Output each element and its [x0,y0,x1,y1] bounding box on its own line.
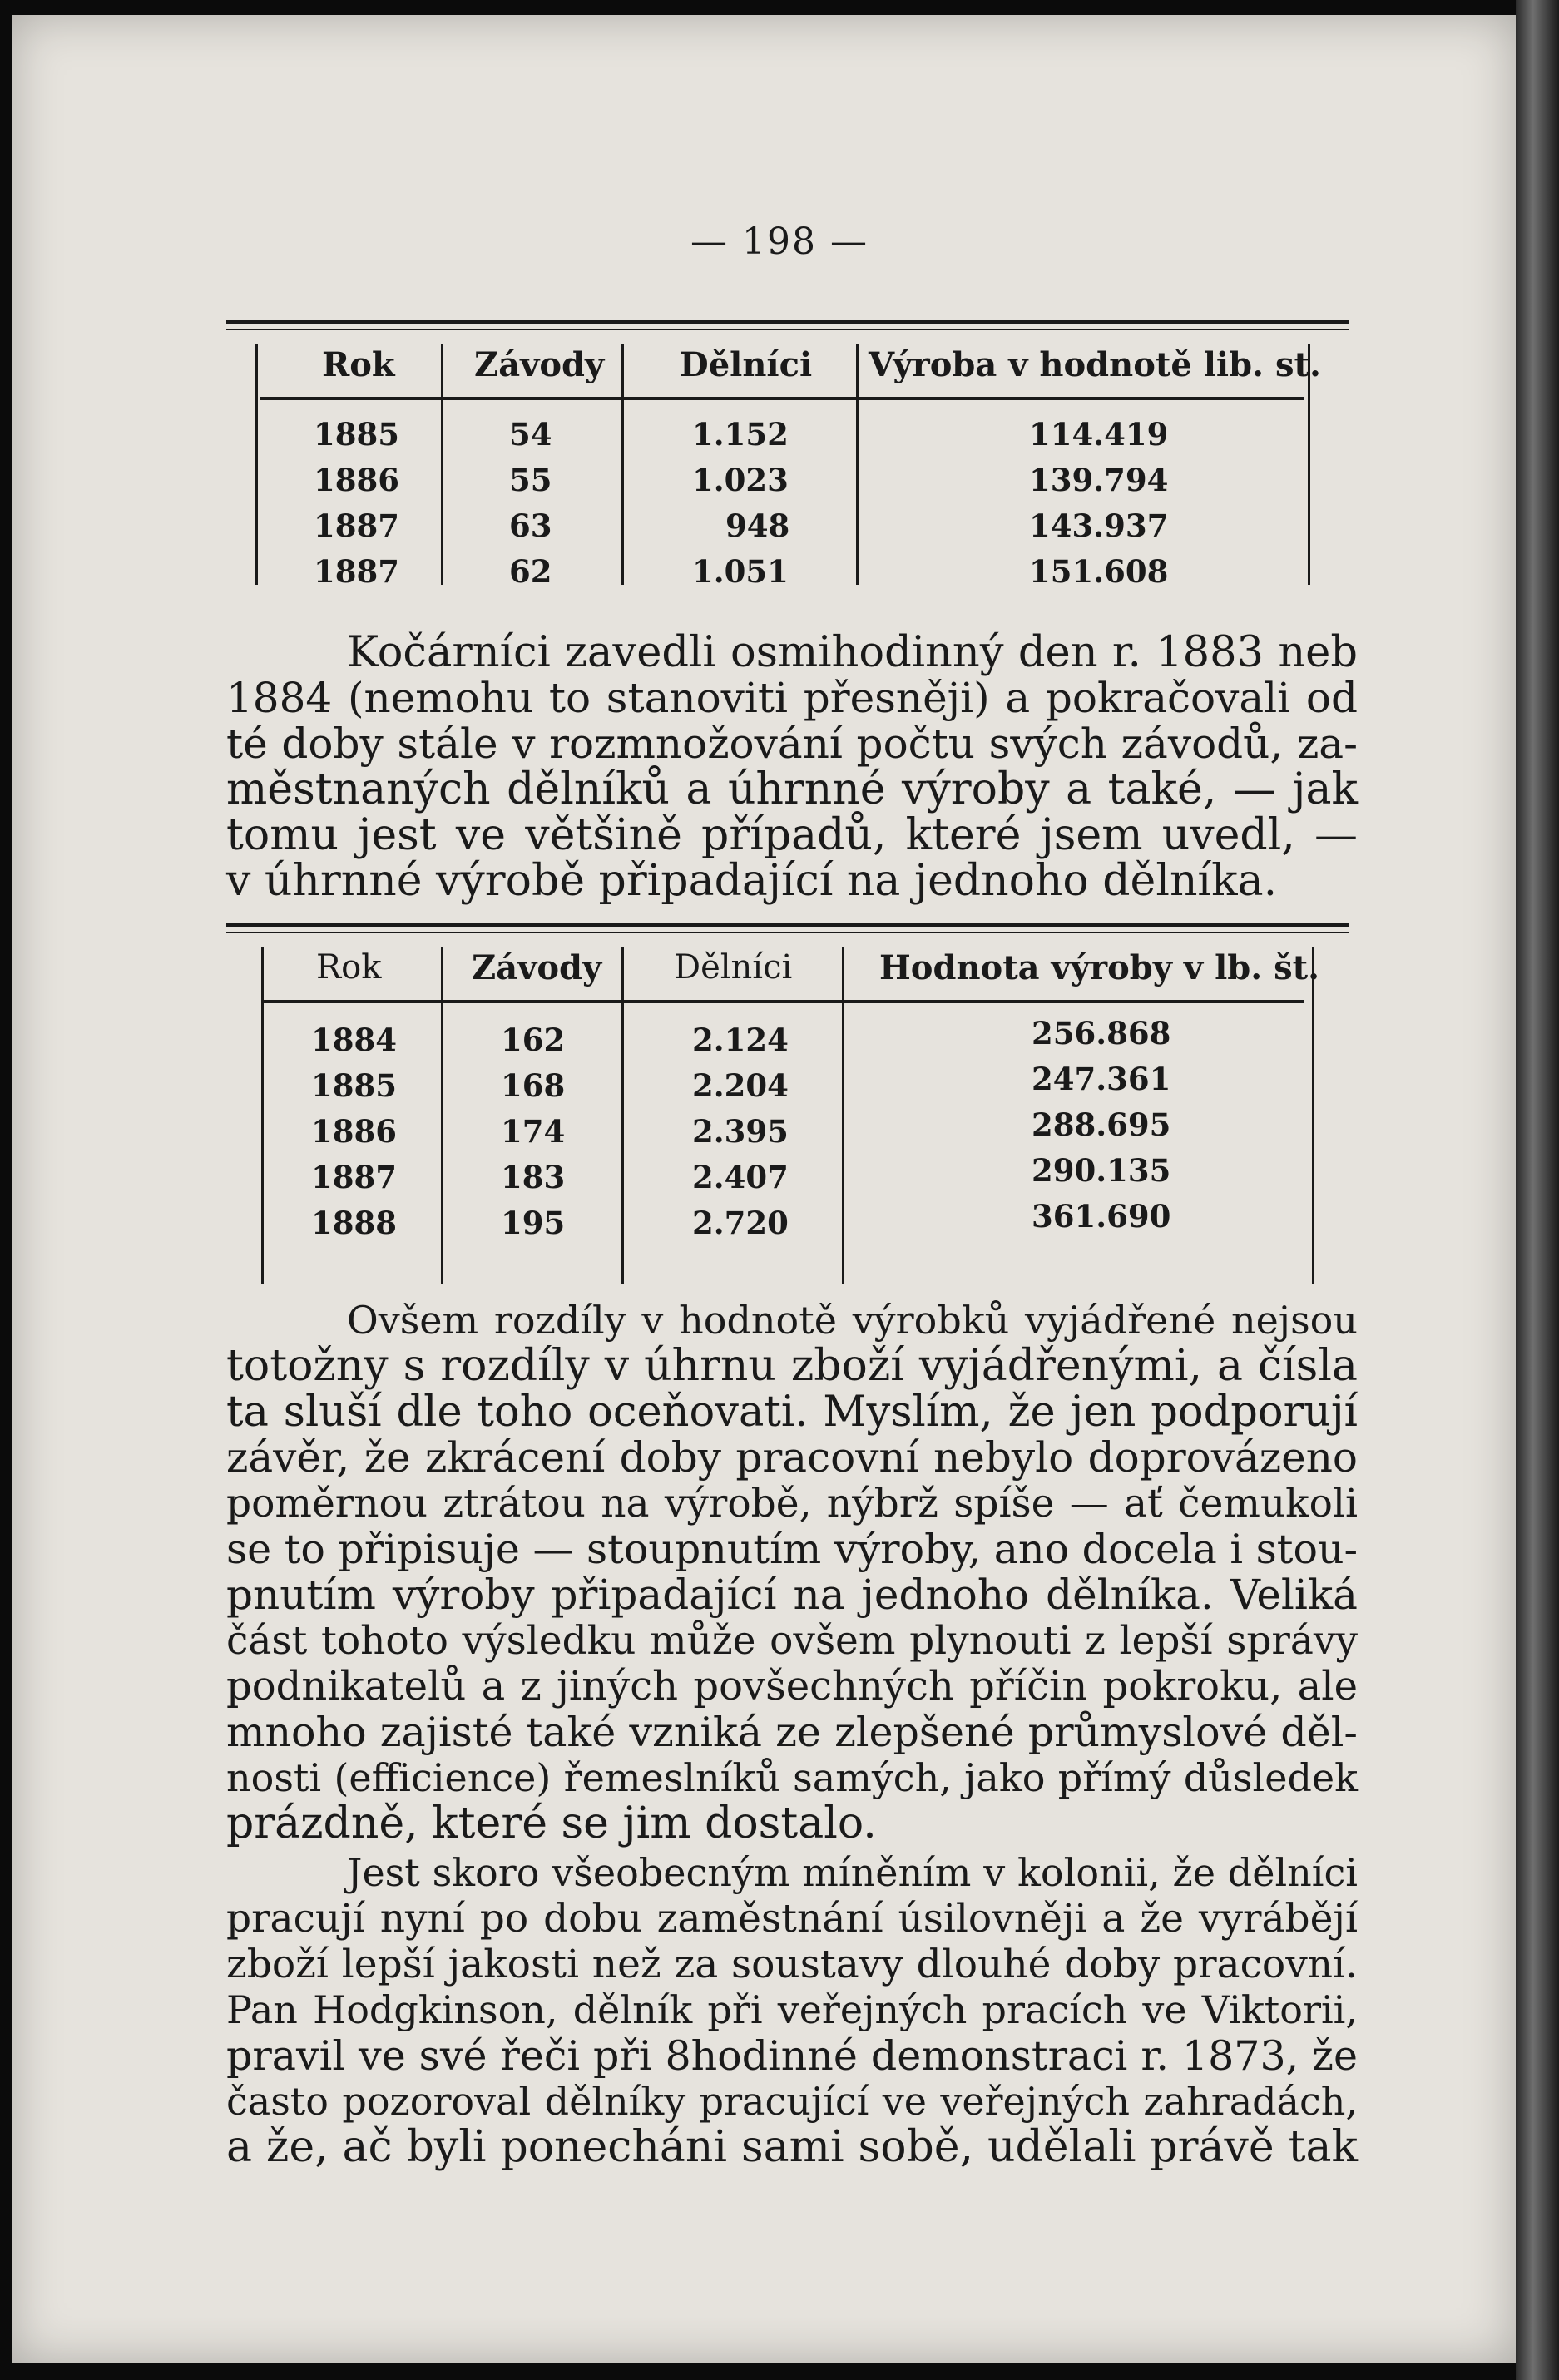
text-line: nosti (efficience) řemeslníků samých, jako přímý důsledek [226,1755,1358,1800]
page-number: — 198 — [690,220,869,263]
text-line: totožny s rozdíly v úhrnu zboží vyjádřenými, a čísla [226,1341,1358,1391]
table-divider [441,947,443,1284]
text-line: tomu jest ve většině případů, které jsem uvedl, — [226,810,1358,860]
text-line: pravil ve své řeči při 8hodinné demonstraci r. 1873, že [226,2032,1358,2080]
cell-rok: 1885 [314,416,399,453]
col-header-rok: Rok [322,345,395,384]
cell-zavody: 54 [509,416,552,453]
cell-delnici: 2.395 [692,1113,789,1150]
table-top-rule-thin [226,932,1349,933]
table-divider [856,344,859,585]
cell-zavody: 174 [501,1113,566,1150]
cell-zavody: 195 [501,1205,566,1241]
text-line: závěr, že zkrácení doby pracovní nebylo doprovázeno [226,1433,1358,1482]
text-line: poměrnou ztrátou na výrobě, nýbrž spíše — ať čemukoli [226,1481,1358,1526]
cell-delnici: 2.124 [692,1022,789,1058]
text-line: Pan Hodgkinson, dělník při veřejných pracích ve Viktorii, [226,1987,1358,2032]
cell-hodnota: 256.868 [1032,1015,1171,1051]
cell-vyroba: 114.419 [1029,416,1169,453]
cell-hodnota: 361.690 [1032,1198,1171,1235]
cell-rok: 1885 [311,1067,397,1104]
table-production-value [226,923,1349,1289]
text-line: se to připisuje — stoupnutím výroby, ano docela i stou- [226,1526,1359,1573]
cell-zavody: 183 [501,1159,566,1195]
text-line: podnikatelů a z jiných povšechných příčin pokroku, ale [226,1663,1358,1710]
cell-rok: 1886 [311,1113,397,1150]
cell-delnici: 1.152 [692,416,789,453]
table-divider [842,947,844,1284]
col-header-hodnota: Hodnota výroby v lb. št. [879,948,1320,987]
cell-zavody: 168 [501,1067,566,1104]
table-border-left [261,947,264,1284]
col-header-rok: Rok [316,948,382,987]
cell-zavody: 55 [509,462,552,498]
cell-rok: 1887 [314,507,399,544]
table-top-rule [226,320,1349,324]
text-line: té doby stále v rozmnožování počtu svých závodů, za- [226,720,1358,768]
text-line: Kočárníci zavedli osmihodinný den r. 1883 neb [347,628,1358,677]
text-line: zboží lepší jakosti než za soustavy dlouhé doby pracovní. [226,1942,1358,1987]
table-production-carriage [226,320,1349,620]
cell-rok: 1884 [311,1022,397,1058]
table-top-rule [226,923,1349,927]
text-line: městnaných dělníků a úhrnné výroby a také, — jak [226,764,1358,814]
text-line: v úhrnné výrobě připadající na jednoho dělníka. [226,856,1278,906]
table-border-left [255,344,258,585]
cell-delnici: 948 [725,507,790,544]
paragraph-1 [226,630,1358,904]
table-divider [621,344,624,585]
col-header-delnici: Dělníci [674,948,793,987]
cell-zavody: 63 [509,507,552,544]
col-header-zavody: Závody [472,948,602,987]
cell-delnici: 1.051 [692,553,789,590]
text-line: pnutím výroby připadající na jednoho dělníka. Veliká [226,1571,1358,1619]
cell-delnici: 1.023 [692,462,789,498]
text-line: pracují nyní po dobu zaměstnání úsilovněji a že vyrábějí [226,1896,1358,1942]
text-line: 1884 (nemohu to stanoviti přesněji) a pokračovali od [226,674,1358,722]
table-divider [621,947,624,1284]
text-line: prázdně, které se jim dostalo. [226,1799,877,1848]
cell-zavody: 62 [509,553,552,590]
cell-rok: 1887 [314,553,399,590]
cell-hodnota: 288.695 [1032,1106,1171,1143]
cell-vyroba: 151.608 [1029,553,1169,590]
cell-delnici: 2.204 [692,1067,789,1104]
table-top-rule-thin [226,329,1349,330]
book-edge [1516,0,1559,2380]
text-line: část tohoto výsledku může ovšem plynouti z lepší správy [226,1618,1358,1664]
table-header-rule [260,397,1304,400]
cell-rok: 1888 [311,1205,397,1241]
cell-vyroba: 139.794 [1029,462,1169,498]
cell-rok: 1887 [311,1159,397,1195]
col-header-zavody: Závody [474,345,605,384]
col-header-delnici: Dělníci [680,345,813,384]
cell-zavody: 162 [501,1022,566,1058]
cell-hodnota: 247.361 [1032,1061,1171,1097]
col-header-vyroba: Výroba v hodnotě lib. st. [869,345,1321,384]
cell-rok: 1886 [314,462,399,498]
text-line: ta sluší dle toho oceňovati. Myslím, že jen podporují [226,1388,1358,1437]
table-divider [441,344,443,585]
text-line: často pozoroval dělníky pracující ve veřejných zahradách, [226,2079,1358,2124]
table-header-rule [264,1000,1304,1003]
cell-delnici: 2.407 [692,1159,789,1195]
text-line: Jest skoro všeobecným míněním v kolonii, že dělníci [347,1850,1358,1895]
text-line: Ovšem rozdíly v hodnotě výrobků vyjádřené nejsou [347,1298,1358,1343]
text-line: mnoho zajisté také vzniká ze zlepšené průmyslové děl- [226,1709,1358,1756]
cell-hodnota: 290.135 [1032,1152,1171,1189]
cell-vyroba: 143.937 [1029,507,1169,544]
cell-delnici: 2.720 [692,1205,789,1241]
table-border-right [1312,947,1314,1284]
text-line: a že, ač byli ponecháni sami sobě, udělali právě tak [226,2122,1358,2172]
paragraph-2 [226,1298,1358,1847]
paragraph-3 [226,1850,1358,2170]
